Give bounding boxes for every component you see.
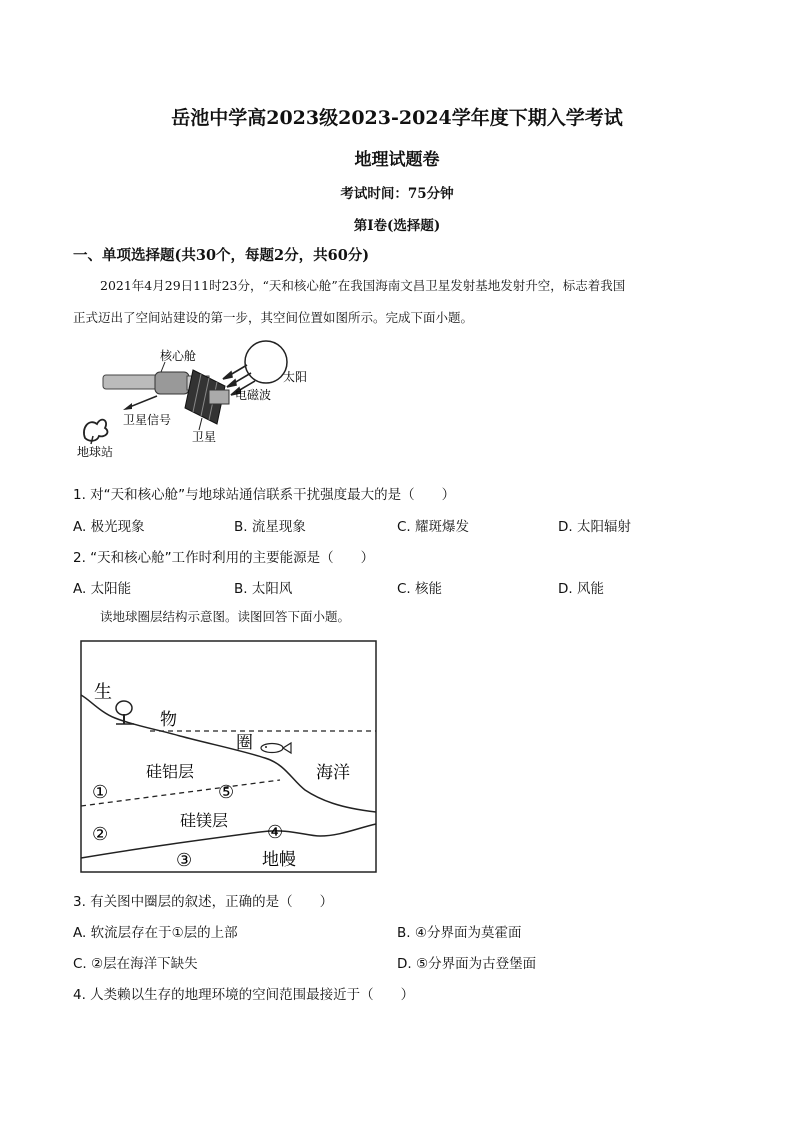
label-bio-2: 物: [160, 710, 177, 730]
q2-stem: 2. “天和核心舱”工作时利用的主要能源是（ ）: [73, 550, 375, 566]
q1-option-c[interactable]: C. 耀斑爆发: [397, 519, 470, 535]
q1-option-a[interactable]: A. 极光现象: [73, 519, 145, 535]
q3-option-a[interactable]: A. 软流层存在于①层的上部: [73, 925, 238, 941]
label-n3: ③: [176, 850, 193, 871]
q1-option-b[interactable]: B. 流星现象: [234, 519, 306, 535]
sun-circle: [245, 341, 287, 383]
q4-stem: 4. 人类赖以生存的地理环境的空间范围最接近于（ ）: [73, 987, 415, 1003]
figure-frame: [81, 641, 376, 872]
q3-stem: 3. 有关图中圈层的叙述，正确的是（ ）: [73, 894, 334, 910]
label-mantle: 地幔: [262, 850, 296, 870]
label-sun: 太阳: [283, 370, 308, 384]
space-station-figure: [75, 338, 335, 463]
subject-title: 地理试题卷: [354, 150, 440, 170]
label-ocean: 海洋: [316, 763, 350, 783]
section-heading: 一、单项选择题(共30个，每题2分，共60分): [73, 247, 370, 264]
label-n2: ②: [92, 824, 109, 845]
label-core-module: 核心舱: [160, 349, 197, 363]
label-bio-3: 圈: [236, 733, 253, 753]
q2-option-d[interactable]: D. 风能: [558, 581, 604, 597]
intro-line-1: 2021年4月29日11时23分，“天和核心舱”在我国海南文昌卫星发射基地发射升空，标志着我国: [100, 278, 626, 293]
q2-option-a[interactable]: A. 太阳能: [73, 581, 132, 597]
q1-stem: 1. 对“天和核心舱”与地球站通信联系干扰强度最大的是（ ）: [73, 487, 456, 503]
label-n5: ⑤: [218, 782, 235, 803]
label-sat-signal: 卫星信号: [123, 413, 172, 427]
q3-option-d[interactable]: D. ⑤分界面为古登堡面: [397, 956, 537, 972]
label-sima: 硅镁层: [180, 811, 229, 830]
exam-title: 岳池中学高2023级2023-2024学年度下期入学考试: [171, 107, 623, 129]
label-bio-1: 生: [94, 682, 112, 703]
label-em-wave: 电磁波: [235, 388, 272, 402]
q3-option-b[interactable]: B. ④分界面为莫霍面: [397, 925, 522, 941]
exam-duration: 考试时间：75分钟: [340, 186, 454, 202]
q3-option-c[interactable]: C. ②层在海洋下缺失: [73, 956, 198, 972]
earth-spheres-figure: [80, 640, 378, 874]
intro-2: 读地球圈层结构示意图。读图回答下面小题。: [100, 609, 351, 624]
q2-option-b[interactable]: B. 太阳风: [234, 581, 293, 597]
label-sial: 硅铝层: [146, 762, 195, 781]
label-n4: ④: [267, 822, 284, 843]
volume-title: 第Ⅰ卷(选择题): [353, 218, 441, 234]
q2-option-c[interactable]: C. 核能: [397, 581, 443, 597]
label-n1: ①: [92, 782, 109, 803]
label-ground-station: 地球站: [77, 445, 114, 459]
intro-line-2: 正式迈出了空间站建设的第一步，其空间位置如图所示。完成下面小题。: [73, 310, 474, 325]
label-satellite: 卫星: [192, 430, 217, 444]
ground-station-shape: [84, 420, 108, 441]
q1-option-d[interactable]: D. 太阳辐射: [558, 519, 631, 535]
